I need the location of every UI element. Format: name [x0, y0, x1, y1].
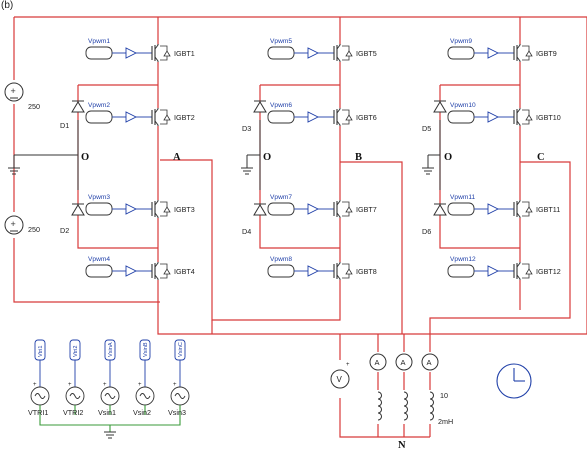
diode-icon — [254, 204, 266, 215]
neutral-node-o: O — [81, 152, 90, 163]
diode-icon — [72, 101, 84, 112]
dc-source-icon: + — [10, 219, 16, 229]
voltmeter-polarity: + — [346, 362, 350, 368]
sine-source-polarity: + — [33, 382, 37, 388]
pwm-source-label: Vpwm4 — [88, 256, 110, 263]
igbt-label: IGBT11 — [536, 205, 561, 214]
voltmeter-label: V — [336, 375, 342, 384]
igbt-label: IGBT5 — [356, 49, 377, 58]
pwm-source-box — [448, 111, 474, 123]
pwm-source-label: Vpwm8 — [270, 256, 292, 263]
diode-label: D5 — [422, 124, 432, 133]
neutral-wiring-leg1 — [8, 155, 78, 174]
igbt-icon — [514, 262, 532, 280]
phase-node-b: B — [355, 152, 363, 163]
signal-tag-label: Vtri1 — [38, 345, 45, 357]
igbt-icon — [152, 44, 170, 62]
inductor-icon — [430, 392, 434, 420]
buffer-icon — [488, 266, 498, 276]
pwm-source-label: Vpwm9 — [450, 38, 472, 45]
gate-driver-row — [86, 102, 195, 126]
pwm-source-box — [86, 111, 112, 123]
inductor-icon — [378, 392, 382, 420]
gate-driver-row — [448, 256, 561, 280]
pwm-source-label: Vpwm2 — [88, 102, 110, 109]
ground-icon — [241, 168, 253, 174]
igbt-icon — [334, 200, 352, 218]
ammeter-label: A — [426, 358, 432, 367]
igbt-icon — [514, 44, 532, 62]
gate-driver-row — [448, 102, 561, 126]
signal-tag-label: VsinA — [108, 342, 115, 357]
gate-driver-row — [86, 38, 195, 62]
dc-source-lower-value: 250 — [28, 225, 40, 234]
igbt-label: IGBT2 — [174, 113, 195, 122]
buffer-icon — [126, 266, 136, 276]
igbt-label: IGBT1 — [174, 49, 195, 58]
pwm-source-label: Vpwm12 — [450, 256, 476, 263]
sine-source-polarity: + — [138, 382, 142, 388]
sine-source-polarity: + — [173, 382, 177, 388]
igbt-icon — [514, 108, 532, 126]
igbt-icon — [334, 108, 352, 126]
phase-node-a: A — [173, 152, 181, 163]
diode-label: D4 — [242, 227, 252, 236]
gate-driver-row — [268, 256, 377, 280]
gate-driver-row — [268, 38, 377, 62]
sine-source-polarity: + — [68, 382, 72, 388]
pwm-source-box — [268, 111, 294, 123]
diode-icon — [434, 101, 446, 112]
phase-leg-c — [422, 17, 570, 334]
load-network — [212, 320, 453, 451]
pwm-source-box — [86, 203, 112, 215]
signal-source-label: VTRI1 — [28, 408, 49, 417]
load-inductance-label: 2mH — [438, 417, 454, 426]
diode-icon — [254, 101, 266, 112]
ammeter-icon — [370, 354, 386, 370]
gate-driver-row — [86, 256, 195, 280]
dc-source-upper — [5, 83, 40, 111]
diode-label: D3 — [242, 124, 252, 133]
dc-source-upper-value: 250 — [28, 102, 40, 111]
pwm-source-box — [448, 265, 474, 277]
signal-source — [98, 340, 119, 417]
inductor-icon — [404, 392, 408, 420]
pwm-source-label: Vpwm1 — [88, 38, 110, 45]
load-neutral-node: N — [398, 440, 406, 451]
voltmeter-icon — [331, 370, 349, 388]
igbt-label: IGBT3 — [174, 205, 195, 214]
pwm-source-box — [268, 203, 294, 215]
buffer-icon — [308, 266, 318, 276]
gate-driver-row — [268, 194, 377, 218]
ammeter-icon — [396, 354, 412, 370]
gate-drivers — [86, 38, 561, 280]
signal-source — [133, 340, 154, 417]
buffer-icon — [488, 204, 498, 214]
dc-source-icon: + — [10, 86, 16, 96]
gate-driver-row — [448, 194, 560, 218]
load-resistance-label: 10 — [440, 391, 448, 400]
pwm-source-box — [268, 47, 294, 59]
dc-source-lower — [5, 216, 40, 234]
igbt-icon — [152, 200, 170, 218]
diode-icon — [72, 204, 84, 215]
pwm-source-label: Vpwm11 — [450, 194, 476, 201]
pwm-source-box — [268, 265, 294, 277]
neutral-node-o: O — [444, 152, 453, 163]
igbt-label: IGBT4 — [174, 267, 195, 276]
igbt-label: IGBT9 — [536, 49, 557, 58]
pwm-source-box — [86, 47, 112, 59]
pwm-source-label: Vpwm5 — [270, 38, 292, 45]
igbt-icon — [152, 108, 170, 126]
gate-driver-row — [268, 102, 377, 126]
igbt-icon — [152, 262, 170, 280]
ammeter-label: A — [400, 358, 406, 367]
gate-driver-row — [448, 38, 557, 62]
signal-source — [168, 340, 189, 417]
igbt-label: IGBT10 — [536, 113, 561, 122]
clock-icon — [497, 364, 531, 398]
diode-label: D1 — [60, 121, 70, 130]
signal-source — [28, 340, 49, 417]
diode-label: D2 — [60, 226, 70, 235]
igbt-label: IGBT12 — [536, 267, 561, 276]
panel-label: (b) — [1, 0, 14, 11]
ammeter-label: A — [374, 358, 380, 367]
signal-tag-label: Vtri2 — [73, 345, 80, 357]
sine-source-polarity: + — [103, 382, 107, 388]
signal-source-label: Vsin3 — [168, 408, 186, 417]
buffer-icon — [308, 48, 318, 58]
diode-icon — [434, 204, 446, 215]
pwm-source-label: Vpwm7 — [270, 194, 292, 201]
buffer-icon — [126, 112, 136, 122]
diode-label: D6 — [422, 227, 432, 236]
pwm-source-label: Vpwm3 — [88, 194, 110, 201]
ground-icon — [422, 168, 434, 174]
neutral-node-o: O — [263, 152, 272, 163]
buffer-icon — [308, 112, 318, 122]
pwm-source-box — [86, 265, 112, 277]
igbt-icon — [514, 200, 532, 218]
igbt-label: IGBT7 — [356, 205, 377, 214]
signal-source — [63, 340, 84, 417]
signal-source-label: Vsin1 — [98, 408, 116, 417]
pwm-source-label: Vpwm6 — [270, 102, 292, 109]
gate-driver-row — [86, 194, 195, 218]
pwm-source-label: Vpwm10 — [450, 102, 476, 109]
igbt-label: IGBT8 — [356, 267, 377, 276]
buffer-icon — [488, 112, 498, 122]
igbt-icon — [334, 44, 352, 62]
buffer-icon — [126, 48, 136, 58]
signal-source-label: Vsin2 — [133, 408, 151, 417]
dc-bus-wiring — [14, 17, 587, 334]
reference-signal-sources — [28, 340, 189, 438]
ammeter-icon — [422, 354, 438, 370]
buffer-icon — [488, 48, 498, 58]
igbt-icon — [334, 262, 352, 280]
ground-icon — [104, 432, 116, 438]
phase-leg-b — [241, 17, 402, 334]
buffer-icon — [308, 204, 318, 214]
igbt-label: IGBT6 — [356, 113, 377, 122]
buffer-icon — [126, 204, 136, 214]
phase-node-c: C — [537, 152, 545, 163]
signal-tag-label: VsinC — [178, 342, 185, 357]
pwm-source-box — [448, 47, 474, 59]
signal-tag-label: VsinB — [143, 342, 150, 357]
pwm-source-box — [448, 203, 474, 215]
signal-source-label: VTRI2 — [63, 408, 84, 417]
